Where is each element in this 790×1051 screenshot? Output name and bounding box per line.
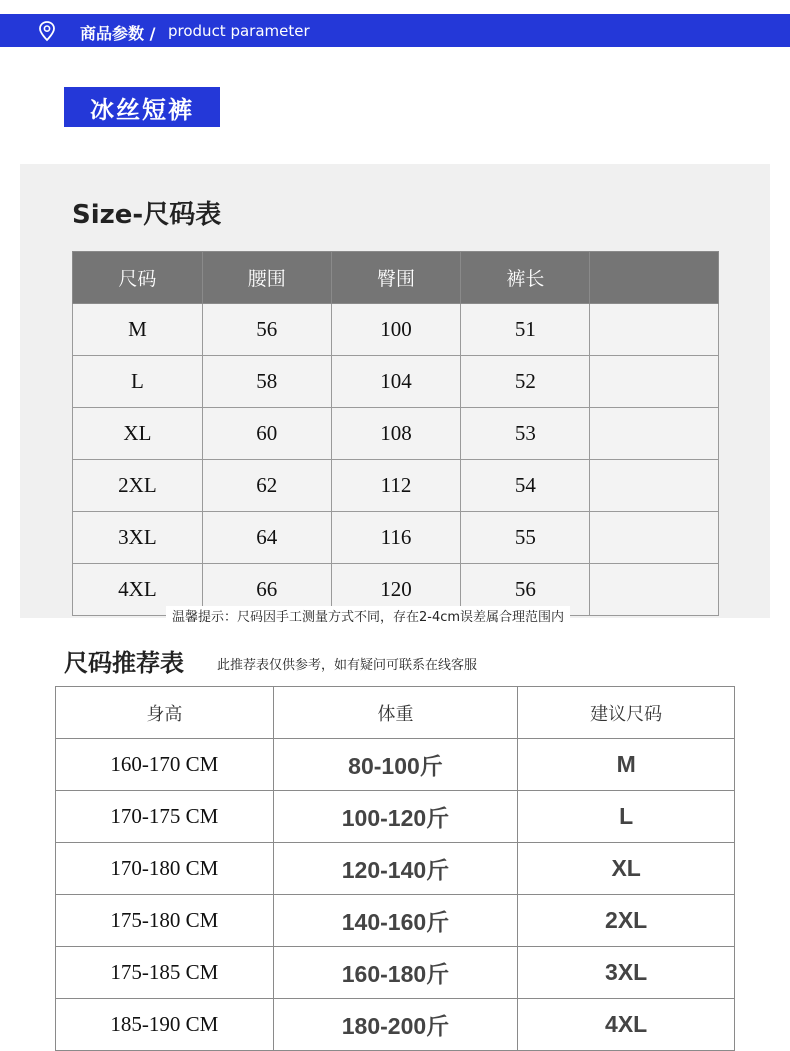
height-cell: 175-180 CM: [56, 895, 274, 947]
weight-cell: 180-200斤: [273, 999, 518, 1051]
blank-cell: [590, 408, 719, 460]
product-name-badge: 冰丝短裤: [64, 87, 220, 127]
size-table: [72, 251, 719, 616]
suggested-size-cell: XL: [518, 843, 735, 895]
size-table-title: Size-尺码表: [72, 200, 222, 230]
size-cell: 2XL: [73, 460, 203, 512]
size-cell: 4XL: [73, 564, 203, 616]
table-row: [56, 895, 735, 947]
blank-col-header: [590, 252, 719, 304]
hip-cell: 100: [331, 304, 461, 356]
height-cell: 185-190 CM: [56, 999, 274, 1051]
blank-cell: [590, 304, 719, 356]
recommend-table-note: 此推荐表仅供参考，如有疑问可联系在线客服: [217, 658, 478, 673]
size-cell: 3XL: [73, 512, 203, 564]
table-row: [56, 999, 735, 1051]
height-cell: 175-185 CM: [56, 947, 274, 999]
weight-cell: 120-140斤: [273, 843, 518, 895]
header-title: 商品参数 /: [80, 24, 156, 43]
weight-cell: 80-100斤: [273, 739, 518, 791]
recommend-table-title: 尺码推荐表: [64, 649, 184, 677]
table-row: [73, 460, 719, 512]
waist-cell: 64: [202, 512, 331, 564]
blank-cell: [590, 356, 719, 408]
weight-cell: 160-180斤: [273, 947, 518, 999]
blank-cell: [590, 512, 719, 564]
header-subtitle: product parameter: [168, 22, 310, 40]
table-row: [56, 947, 735, 999]
header-bar: [0, 14, 790, 47]
length-cell: 56: [461, 564, 590, 616]
size-cell: M: [73, 304, 203, 356]
size-table-header: [73, 252, 719, 304]
suggested-size-cell: 3XL: [518, 947, 735, 999]
table-row: [73, 512, 719, 564]
weight-col-header: 体重: [273, 687, 518, 739]
length-cell: 52: [461, 356, 590, 408]
weight-cell: 140-160斤: [273, 895, 518, 947]
waist-cell: 62: [202, 460, 331, 512]
height-cell: 170-180 CM: [56, 843, 274, 895]
table-row: [73, 356, 719, 408]
suggested-size-cell: 4XL: [518, 999, 735, 1051]
hip-col-header: 臀围: [331, 252, 461, 304]
table-row: [73, 408, 719, 460]
suggested-size-cell: M: [518, 739, 735, 791]
blank-cell: [590, 460, 719, 512]
recommend-table: [55, 686, 735, 1051]
hip-cell: 104: [331, 356, 461, 408]
suggested-size-cell: 2XL: [518, 895, 735, 947]
length-cell: 53: [461, 408, 590, 460]
waist-cell: 56: [202, 304, 331, 356]
hip-cell: 116: [331, 512, 461, 564]
size-cell: XL: [73, 408, 203, 460]
waist-cell: 58: [202, 356, 331, 408]
table-row: [56, 739, 735, 791]
length-cell: 55: [461, 512, 590, 564]
table-row: [56, 791, 735, 843]
size-col-header: 尺码: [73, 252, 203, 304]
waist-cell: 66: [202, 564, 331, 616]
measurement-tip: 温馨提示：尺码因手工测量方式不同，存在2-4cm误差属合理范围内: [166, 606, 570, 630]
blank-cell: [590, 564, 719, 616]
weight-cell: 100-120斤: [273, 791, 518, 843]
waist-col-header: 腰围: [202, 252, 331, 304]
hip-cell: 112: [331, 460, 461, 512]
recommend-table-header: [56, 687, 735, 739]
height-cell: 170-175 CM: [56, 791, 274, 843]
suggested-size-col-header: 建议尺码: [518, 687, 735, 739]
suggested-size-cell: L: [518, 791, 735, 843]
waist-cell: 60: [202, 408, 331, 460]
height-col-header: 身高: [56, 687, 274, 739]
hip-cell: 108: [331, 408, 461, 460]
location-pin-icon: [36, 20, 58, 42]
height-cell: 160-170 CM: [56, 739, 274, 791]
table-row: [56, 843, 735, 895]
table-row: [73, 304, 719, 356]
length-cell: 51: [461, 304, 590, 356]
size-cell: L: [73, 356, 203, 408]
hip-cell: 120: [331, 564, 461, 616]
length-cell: 54: [461, 460, 590, 512]
length-col-header: 裤长: [461, 252, 590, 304]
